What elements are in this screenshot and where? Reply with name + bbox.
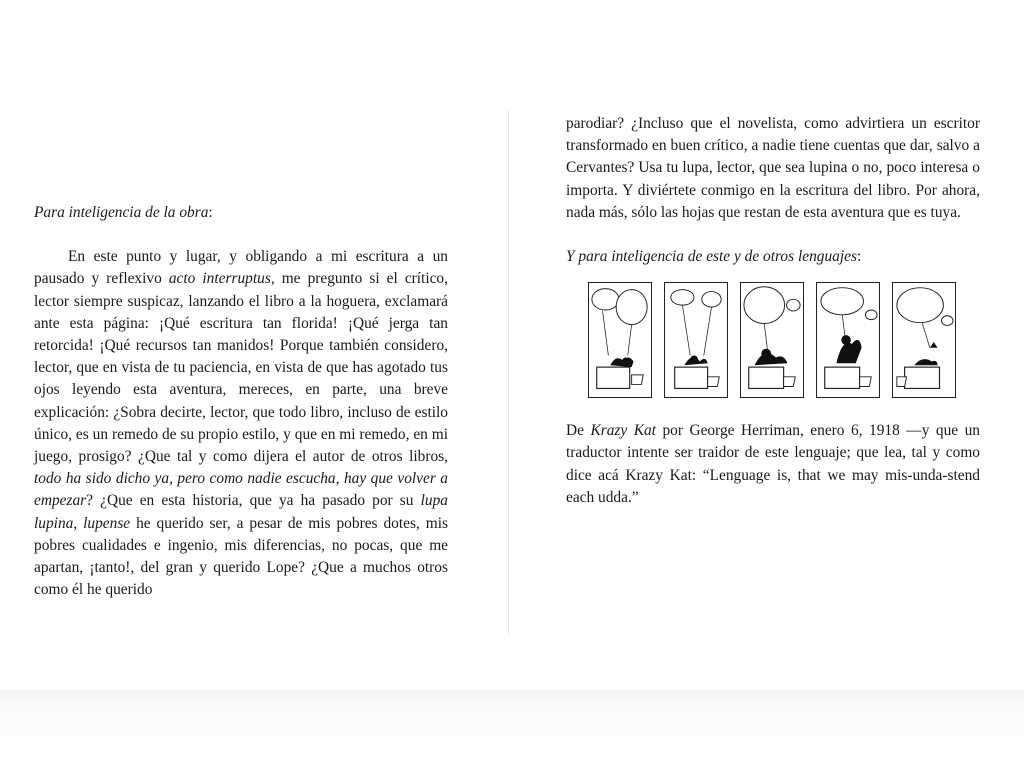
right-page-heading: Y para inteligencia de este y de otros lenguajes: <box>566 248 862 266</box>
comic-panel-2 <box>664 282 728 398</box>
viewer-bottom-margin <box>0 690 1024 768</box>
krazy-kat-comic-strip <box>588 282 960 402</box>
left-page-heading: Para inteligencia de la obra: <box>34 204 213 221</box>
comic-panel-3 <box>740 282 804 398</box>
comic-caption: De Krazy Kat por George Herriman, enero 6, 1918 —y que un traductor intente ser traidor de este lenguaje; que lea, tal y como dice acá Krazy Kat: “Lenguage is, that we may mis-unda-stend each udda.” <box>566 422 981 506</box>
right-page-paragraph: parodiar? ¿Incluso que el novelista, como advirtiera un escritor transformado en buen crítico, a nadie tiene cuentas que dar, salvo a Cervantes? Usa tu lupa, lector, que sea lupina o no, poco interesa o importa. Y diviértete conmigo en la escritura del libro. Por ahora, nada más, sólo las hojas que restan de esta aventura que es tuya. <box>566 115 980 221</box>
right-page <box>566 113 980 509</box>
comic-panel-1 <box>588 282 652 398</box>
left-page <box>34 202 448 601</box>
comic-panel-4 <box>816 282 880 398</box>
left-page-paragraph: En este punto y lugar, y obligando a mi escritura a un pausado y reflexivo acto interruptus, me pregunto si el crítico, lector siempre suspicaz, lanzando el libro a la hoguera, exclamará ante esta página: ¡Qué escritura tan florida! ¡Qué jerga tan retorcida! ¡Qué recursos tan manidos! Porque también considero, lector, que en vista de tu paciencia, en vista de que has agotado tus ojos leyendo esta aventura, mereces, en parte, una breve explicación: ¿Sobra decirte, lector, que todo libro, incluso de estilo único, es un remedo de su propio estilo, y que en mi remedo, en mi juego, prosigo? ¿Que tal y como dijera el autor de otros libros, todo ha sido dicho ya, pero como nadie escucha, hay que volver a empezar? ¿Que en esta historia, que ya ha pasado por su lupa lupina, lupense he querido ser, a pesar de mis pobres dotes, mis pobres cualidades e ingenio, mis diferencias, no pocas, que me apartan, ¡tanto!, del gran y querido Lope? ¿Que a muchos otros como él he querido <box>34 248 448 599</box>
comic-panel-5 <box>892 282 956 398</box>
page-gutter <box>508 110 509 635</box>
